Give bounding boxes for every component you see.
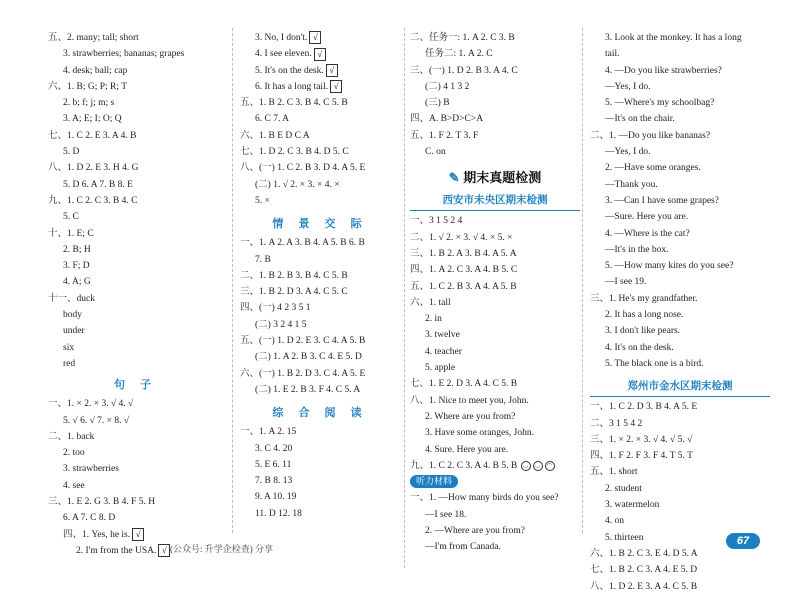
page-number: 67 [726, 533, 760, 549]
checkmark-box: √ [326, 64, 338, 77]
answer-line: 三、1. × 2. × 3. √ 4. √ 5. √ [590, 434, 693, 445]
answer-line: 9. A 10. 19 [255, 492, 297, 503]
answer-line: 任务二: 1. A 2. C [425, 49, 493, 60]
answer-line: 5. —Where's my schoolbag? [605, 98, 715, 109]
answer-line: 四、1. Yes, he is. √ [48, 527, 223, 543]
answer-line: 2. Where are you from? [425, 411, 516, 422]
answer-line: 三、1. E 2. G 3. B 4. F 5. H [48, 497, 156, 508]
answer-line: 六、1. B; G; P; R; T [48, 81, 128, 92]
answer-line: 六、1. B E D C A [240, 130, 310, 141]
answer-line: —I see 18. [425, 509, 467, 520]
answer-line: —It's on the chair. [605, 114, 675, 125]
answer-line: 5. —How many kites do you see? [605, 261, 734, 272]
answer-line: 5. D [63, 147, 80, 158]
answer-line: 二、3 1 5 4 2 [590, 418, 643, 429]
answer-list-reading [240, 424, 400, 522]
answer-line: 一、1. A 2. A 3. B 4. A 5. B 6. B [240, 238, 365, 249]
region-title-xian: 西安市未央区期末检测 [410, 190, 580, 211]
section-title-situational: 情 景 交 际 [272, 218, 368, 231]
answer-line: 4. on [605, 516, 624, 527]
answer-line: 5. thirteen [605, 532, 644, 543]
answer-list-3a [410, 30, 580, 160]
answer-line: 7. B 8. 13 [255, 476, 293, 487]
checkmark-box: √ [330, 80, 342, 93]
answer-line: 十、1. E; C [48, 228, 94, 239]
answer-line: 六、(一) 1. B 2. D 3. C 4. A 5. E [240, 368, 366, 379]
answer-list-2b [240, 95, 400, 209]
answer-line: 九、1. C 2. C 3. B 4. C [48, 195, 138, 206]
answer-line: 二、任务一: 1. A 2. C 3. B [410, 33, 515, 43]
answer-line: 七、1. E 2. D 3. A 4. C 5. B [410, 379, 518, 390]
answer-line: 5. √ 6. √ 7. × 8. √ [63, 415, 130, 426]
answer-line: 3. strawberries; bananas; grapes [63, 49, 185, 60]
answer-line: —It's in the box. [605, 244, 669, 255]
answer-line: 3. F; D [63, 261, 90, 272]
page-footer: (公众号: 升学企检查) 分享 [170, 544, 273, 554]
answer-line: 三、1. B 2. D 3. A 4. C 5. C [240, 287, 348, 298]
answer-line: (二) 4 1 3 2 [425, 81, 470, 92]
answer-line: 3. I don't like pears. [605, 326, 681, 337]
answer-line: 5. E 6. 11 [255, 459, 292, 470]
answer-line: 六、1. B 2. C 3. E 4. D 5. A [590, 548, 698, 559]
answer-line: 2. b; f; j; m; s [63, 98, 115, 109]
answer-list-xian [410, 213, 580, 457]
answer-line: 五、1. C 2. B 3. A 4. A 5. B [410, 281, 517, 292]
answer-line: 一、1. A 2. 15 [240, 427, 297, 438]
answer-line: 5. It's on the desk. √ [240, 63, 400, 79]
smiley-icon: ◡ [521, 461, 531, 471]
answer-line: 5. C [63, 212, 79, 223]
answer-line: (二) 1. A 2. B 3. C 4. E 5. D [255, 352, 362, 363]
answer-line: 7. B [255, 254, 271, 265]
section-title-sentences: 句 子 [113, 379, 158, 392]
checkmark-box: √ [309, 31, 321, 44]
answer-line: 2. It has a long nose. [605, 310, 684, 321]
answer-line: (二) 1. √ 2. × 3. × 4. × [255, 179, 340, 190]
answer-line: 5. D 6. A 7. B 8. E [63, 179, 133, 190]
answer-line: 五、1. B 2. C 3. B 4. C 5. B [240, 98, 348, 109]
answer-line: 六、1. tall [410, 297, 451, 308]
answer-line: 五、1. short [590, 467, 638, 478]
page-fold-divider [404, 28, 405, 568]
checkmark-box: √ [158, 544, 170, 557]
answer-line: 4. Sure. Here you are. [425, 444, 509, 455]
answer-line: 四、1. F 2. F 3. F 4. T 5. T [590, 451, 693, 462]
answer-line: 一、1. —How many birds do you see? [410, 493, 559, 504]
answer-line: 四、(一) 4 2 3 5 1 [240, 303, 311, 314]
listening-badge: 听力材料 [410, 475, 458, 488]
pen-icon: ✎ [448, 170, 460, 186]
answer-line: 6. A 7. C 8. D [63, 513, 116, 524]
answer-line: 三、1. B 2. A 3. B 4. A 5. A [410, 248, 517, 259]
answer-line: 一、1. C 2. D 3. B 4. A 5. E [590, 402, 698, 413]
answer-line: 二、1. √ 2. × 3. √ 4. × 5. × [410, 232, 513, 243]
answer-line: 3. C 4. 20 [255, 443, 293, 454]
answer-line: 4. see [63, 480, 85, 491]
answer-list-2a [240, 30, 400, 95]
answer-line: 八、1. D 2. E 3. A 4. C 5. B [590, 581, 698, 592]
region-title-zhengzhou: 郑州市金水区期末检测 [590, 376, 770, 397]
answer-line: 二、1. —Do you like bananas? [590, 130, 711, 141]
answer-list-zhengzhou [590, 399, 770, 595]
answer-column-4 [590, 30, 770, 595]
answer-line: 4. teacher [425, 346, 462, 357]
column-divider [232, 28, 233, 533]
answer-line: —Yes, I do. [605, 81, 651, 92]
answer-line: 七、1. D 2. C 3. B 4. D 5. C [240, 147, 349, 158]
answer-line: 3. watermelon [605, 500, 660, 511]
answer-line: 八、(一) 1. C 2. B 3. D 4. A 5. E [240, 163, 366, 174]
answer-line: C. on [425, 147, 446, 158]
answer-line: (三) B [425, 98, 450, 109]
answer-line: 七、1. B 2. C 3. A 4. E 5. D [590, 565, 698, 576]
answer-line: 6. C 7. A [255, 114, 290, 125]
answer-column-3 [410, 30, 580, 556]
answer-line: 5. The black one is a bird. [605, 358, 704, 369]
section-title-reading: 综 合 阅 读 [272, 407, 368, 420]
answer-line: 4. I see eleven. √ [240, 46, 400, 62]
answer-line: 一、3 1 5 2 4 [410, 216, 463, 227]
final-exam-title: ✎ 期末真题检测 [448, 170, 542, 186]
answer-line: 八、1. D 2. E 3. H 4. G [48, 163, 139, 174]
answer-list-4a [590, 30, 770, 372]
answer-line: 三、(一) 1. D 2. B 3. A 4. C [410, 65, 518, 76]
answer-line: 八、1. Nice to meet you, John. [410, 395, 529, 406]
answer-line: red [63, 358, 76, 369]
answer-line: 四、1. A 2. C 3. A 4. B 5. C [410, 265, 518, 276]
answer-column-2 [240, 30, 400, 522]
answer-line: 4. It's on the desk. [605, 342, 674, 353]
answer-line: 五、(一) 1. D 2. E 3. C 4. A 5. B [240, 336, 366, 347]
answer-line: (二) 3 2 4 1 5 [255, 319, 307, 330]
checkmark-box: √ [314, 48, 326, 61]
frown-icon: ◠ [545, 461, 555, 471]
answer-line: —Thank you. [605, 179, 658, 190]
answer-line: —Yes, I do. [605, 147, 651, 158]
answer-line: 5. apple [425, 363, 456, 374]
answer-line: 五、2. many; tall; short [48, 33, 139, 43]
answer-line: 2. I'm from the USA. √ [48, 543, 223, 559]
answer-line: 6. It has a long tail. √ [240, 79, 400, 95]
answer-line: 2. —Have some oranges. [605, 163, 701, 174]
answer-line: 3. twelve [425, 330, 460, 341]
answer-line-smileys: 九、1. C 2. C 3. A 4. B 5. B ◡ ◡ ◠ [410, 458, 580, 474]
answer-line: 4. —Where is the cat? [605, 228, 690, 239]
answer-line: —I'm from Canada. [425, 542, 501, 553]
answer-line: 二、1. back [48, 431, 95, 442]
answer-line: 2. in [425, 314, 442, 325]
answer-line: 4. A; G [63, 277, 91, 288]
checkmark-box: √ [132, 528, 144, 541]
answer-list-sentences [48, 396, 223, 526]
answer-line: 五、1. F 2. T 3. F [410, 130, 479, 141]
answer-line: 二、1. B 2. B 3. B 4. C 5. B [240, 270, 348, 281]
answer-line: 4. desk; ball; cap [63, 65, 128, 76]
answer-line: 5. × [255, 195, 270, 206]
answer-column-1 [48, 30, 223, 559]
answer-line: —I see 19. [605, 277, 647, 288]
answer-list-situational [240, 235, 400, 398]
answer-line: 四、A. B>D>C>A [410, 114, 484, 125]
answer-line: 一、1. × 2. × 3. √ 4. √ [48, 399, 134, 410]
answer-line: 2. student [605, 483, 642, 494]
answer-line: 2. too [63, 448, 85, 459]
answer-list-listening [410, 490, 580, 555]
smiley-icon: ◡ [533, 461, 543, 471]
answer-line: (二) 1. E 2. B 3. F 4. C 5. A [255, 384, 361, 395]
answer-line: 2. B; H [63, 244, 91, 255]
listening-material-header [410, 474, 580, 490]
answer-line: 11. D 12. 18 [255, 508, 302, 519]
answer-line: 3. Have some oranges, John. [425, 428, 534, 439]
answer-line: 3. strawberries [63, 464, 119, 475]
column-divider [582, 28, 583, 533]
answer-line: tail. [605, 49, 620, 60]
answer-line: 3. No, I don't. √ [240, 30, 400, 46]
answer-line: 3. A; E; I; O; Q [63, 114, 122, 125]
answer-line: 三、1. He's my grandfather. [590, 293, 698, 304]
answer-line: under [63, 326, 85, 337]
answer-list-1 [48, 30, 223, 372]
answer-line: 十一、duck [48, 293, 95, 304]
answer-line: —Sure. Here you are. [605, 212, 689, 223]
answer-line: 3. Look at the monkey. It has a long [605, 33, 742, 43]
answer-line: 3. —Can I have some grapes? [605, 195, 719, 206]
answer-line: body [63, 310, 82, 321]
answer-line: six [63, 342, 75, 353]
answer-line: 2. —Where are you from? [425, 526, 525, 537]
answer-line: 4. —Do you like strawberries? [605, 65, 722, 76]
answer-line: 七、1. C 2. E 3. A 4. B [48, 130, 137, 141]
